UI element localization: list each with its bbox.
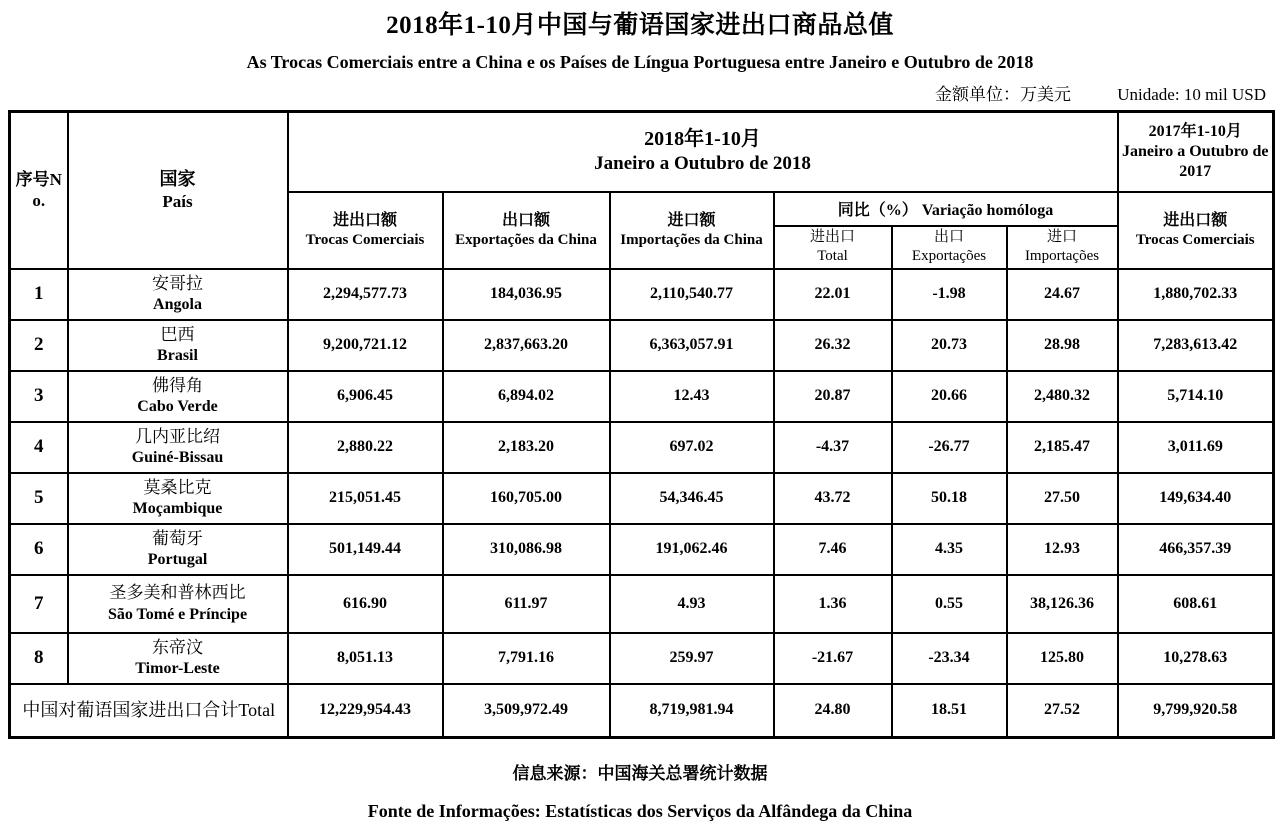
country-name-zh: 安哥拉: [152, 273, 203, 293]
total-row: [10, 684, 1274, 738]
country-name-zh: 几内亚比绍: [135, 426, 220, 446]
export-value: 310,086.98: [443, 524, 610, 575]
yoy-export-value: -26.77: [892, 422, 1007, 473]
yoy-import-value: 27.50: [1007, 473, 1118, 524]
trade-2017-value: 3,011.69: [1118, 422, 1274, 473]
trade-value: 9,200,721.12: [288, 320, 443, 371]
country-name-pt: Angola: [153, 296, 202, 314]
yoy-total-value: 7.46: [774, 524, 892, 575]
yoy-export-value: 20.73: [892, 320, 1007, 371]
trade-2017-value: 608.61: [1118, 575, 1274, 633]
table-row: [10, 320, 1274, 371]
table-row: [10, 633, 1274, 684]
source-note-zh: 信息来源：中国海关总署统计数据: [512, 764, 768, 783]
country-cell: [68, 320, 288, 371]
trade-value: 6,906.45: [288, 371, 443, 422]
country-name-pt: Timor-Leste: [135, 660, 220, 678]
yoy-export-value: 4.35: [892, 524, 1007, 575]
country-name-zh: 莫桑比克: [143, 477, 212, 497]
row-no: 8: [10, 633, 68, 684]
yoy-import-value: 125.80: [1007, 633, 1118, 684]
country-cell: [68, 422, 288, 473]
yoy-import-value: 38,126.36: [1007, 575, 1118, 633]
country-cell: [68, 633, 288, 684]
export-value: 7,791.16: [443, 633, 610, 684]
import-value: 4.93: [610, 575, 774, 633]
export-value: 6,894.02: [443, 371, 610, 422]
header-yoy-zh: 同比（%）: [837, 202, 918, 219]
trade-value: 501,149.44: [288, 524, 443, 575]
export-value: 184,036.95: [443, 269, 610, 320]
header-trade-2018-pt: Trocas Comerciais: [305, 231, 425, 248]
header-yoy-pt: Variação homóloga: [921, 202, 1054, 219]
header-yoy-exports: [892, 226, 1007, 269]
header-yoy-imports-zh: 进口: [1047, 228, 1078, 245]
header-trade-2017-zh: 进出口额: [1163, 211, 1228, 229]
header-yoy: [774, 192, 1118, 226]
header-period-2017-zh: 2017年1-10月: [1148, 122, 1242, 140]
yoy-export-value: 0.55: [892, 575, 1007, 633]
page-subtitle: As Trocas Comerciais entre a China e os Países de Língua Portuguesa entre Janeiro e Outubro de 2018: [246, 52, 1034, 72]
trade-value: 8,051.13: [288, 633, 443, 684]
header-imports-2018: [610, 192, 774, 269]
header-exports-2018-zh: 出口额: [501, 211, 550, 229]
country-cell: [68, 524, 288, 575]
header-yoy-exports-pt: Exportações: [911, 248, 987, 264]
header-period-2017-pt: Janeiro a Outubro de 2017: [1121, 142, 1269, 180]
header-trade-2017-pt: Trocas Comerciais: [1135, 231, 1255, 248]
trade-2017-value: 7,283,613.42: [1118, 320, 1274, 371]
unit-line: [0, 80, 1280, 105]
trade-2017-value: 1,880,702.33: [1118, 269, 1274, 320]
trade-value: 2,294,577.73: [288, 269, 443, 320]
header-exports-2018-pt: Exportações da China: [455, 231, 597, 248]
country-name-zh: 葡萄牙: [152, 528, 203, 548]
yoy-total-value: -4.37: [774, 422, 892, 473]
country-name-pt: Brasil: [157, 347, 198, 365]
trade-2017-value: 466,357.39: [1118, 524, 1274, 575]
row-no: 1: [10, 269, 68, 320]
total-yoy-total-value: 24.80: [774, 684, 892, 738]
trade-value: 616.90: [288, 575, 443, 633]
row-no: 2: [10, 320, 68, 371]
yoy-total-value: 43.72: [774, 473, 892, 524]
header-country-pt: País: [162, 191, 193, 211]
header-period-2017: [1118, 112, 1274, 192]
country-name-zh: 巴西: [160, 324, 195, 344]
header-yoy-total-pt: Total: [817, 248, 848, 264]
import-value: 12.43: [610, 371, 774, 422]
header-trade-2018-zh: 进出口额: [332, 211, 397, 229]
total-export-value: 3,509,972.49: [443, 684, 610, 738]
header-country: [68, 112, 288, 269]
country-name-pt: Cabo Verde: [137, 398, 218, 416]
header-yoy-exports-zh: 出口: [933, 228, 964, 245]
import-value: 2,110,540.77: [610, 269, 774, 320]
header-country-zh: 国家: [159, 168, 196, 189]
unit-label-zh: 金额单位：万美元: [935, 85, 1071, 104]
country-name-pt: Moçambique: [132, 500, 223, 518]
header-no-label: 序号No.: [15, 170, 62, 211]
unit-label-pt: Unidade: 10 mil USD: [1117, 85, 1266, 104]
total-import-value: 8,719,981.94: [610, 684, 774, 738]
trade-value: 2,880.22: [288, 422, 443, 473]
source-note-pt: Fonte de Informações: Estatísticas dos Serviços da Alfândega da China: [367, 801, 913, 821]
country-name-pt: Guiné-Bissau: [131, 449, 224, 467]
yoy-export-value: 50.18: [892, 473, 1007, 524]
trade-2017-value: 5,714.10: [1118, 371, 1274, 422]
country-name-zh: 圣多美和普林西比: [109, 583, 246, 603]
country-cell: [68, 269, 288, 320]
header-yoy-total-zh: 进出口: [809, 228, 855, 245]
total-trade-value: 12,229,954.43: [288, 684, 443, 738]
country-cell: [68, 371, 288, 422]
export-value: 160,705.00: [443, 473, 610, 524]
yoy-import-value: 2,480.32: [1007, 371, 1118, 422]
yoy-total-value: 20.87: [774, 371, 892, 422]
header-trade-2018: [288, 192, 443, 269]
header-yoy-total: [774, 226, 892, 269]
table-row: [10, 269, 1274, 320]
yoy-total-value: -21.67: [774, 633, 892, 684]
yoy-import-value: 28.98: [1007, 320, 1118, 371]
yoy-import-value: 24.67: [1007, 269, 1118, 320]
table-row: [10, 575, 1274, 633]
yoy-total-value: 26.32: [774, 320, 892, 371]
header-period-2018: [288, 112, 1118, 192]
yoy-import-value: 12.93: [1007, 524, 1118, 575]
header-imports-2018-pt: Importações da China: [620, 231, 763, 248]
import-value: 191,062.46: [610, 524, 774, 575]
header-trade-2017: [1118, 192, 1274, 269]
trade-table: [8, 110, 1275, 739]
country-name-pt: Portugal: [147, 551, 208, 569]
total-trade-2017-value: 9,799,920.58: [1118, 684, 1274, 738]
export-value: 611.97: [443, 575, 610, 633]
table-row: [10, 371, 1274, 422]
yoy-import-value: 2,185.47: [1007, 422, 1118, 473]
row-no: 3: [10, 371, 68, 422]
header-period-2018-pt: Janeiro a Outubro de 2018: [594, 153, 811, 175]
yoy-total-value: 1.36: [774, 575, 892, 633]
trade-2017-value: 10,278.63: [1118, 633, 1274, 684]
page-title: 2018年1-10月中国与葡语国家进出口商品总值: [386, 12, 894, 39]
import-value: 6,363,057.91: [610, 320, 774, 371]
row-no: 5: [10, 473, 68, 524]
row-no: 7: [10, 575, 68, 633]
import-value: 54,346.45: [610, 473, 774, 524]
trade-2017-value: 149,634.40: [1118, 473, 1274, 524]
trade-value: 215,051.45: [288, 473, 443, 524]
export-value: 2,837,663.20: [443, 320, 610, 371]
import-value: 259.97: [610, 633, 774, 684]
header-yoy-imports: [1007, 226, 1118, 269]
header-period-2018-zh: 2018年1-10月: [644, 128, 761, 151]
country-name-pt: São Tomé e Príncipe: [107, 605, 248, 623]
country-name-zh: 佛得角: [152, 375, 203, 395]
total-yoy-import-value: 27.52: [1007, 684, 1118, 738]
table-row: [10, 524, 1274, 575]
total-yoy-export-value: 18.51: [892, 684, 1007, 738]
country-cell: [68, 473, 288, 524]
yoy-total-value: 22.01: [774, 269, 892, 320]
country-cell: [68, 575, 288, 633]
export-value: 2,183.20: [443, 422, 610, 473]
header-row-periods: [10, 112, 1274, 192]
yoy-export-value: 20.66: [892, 371, 1007, 422]
header-no: [10, 112, 68, 269]
yoy-export-value: -23.34: [892, 633, 1007, 684]
total-label: 中国对葡语国家进出口合计Total: [10, 684, 288, 738]
header-imports-2018-zh: 进口额: [667, 211, 716, 229]
yoy-export-value: -1.98: [892, 269, 1007, 320]
import-value: 697.02: [610, 422, 774, 473]
table-row: [10, 473, 1274, 524]
table-row: [10, 422, 1274, 473]
header-exports-2018: [443, 192, 610, 269]
header-yoy-imports-pt: Importações: [1024, 248, 1100, 264]
row-no: 4: [10, 422, 68, 473]
row-no: 6: [10, 524, 68, 575]
country-name-zh: 东帝汶: [152, 637, 203, 657]
